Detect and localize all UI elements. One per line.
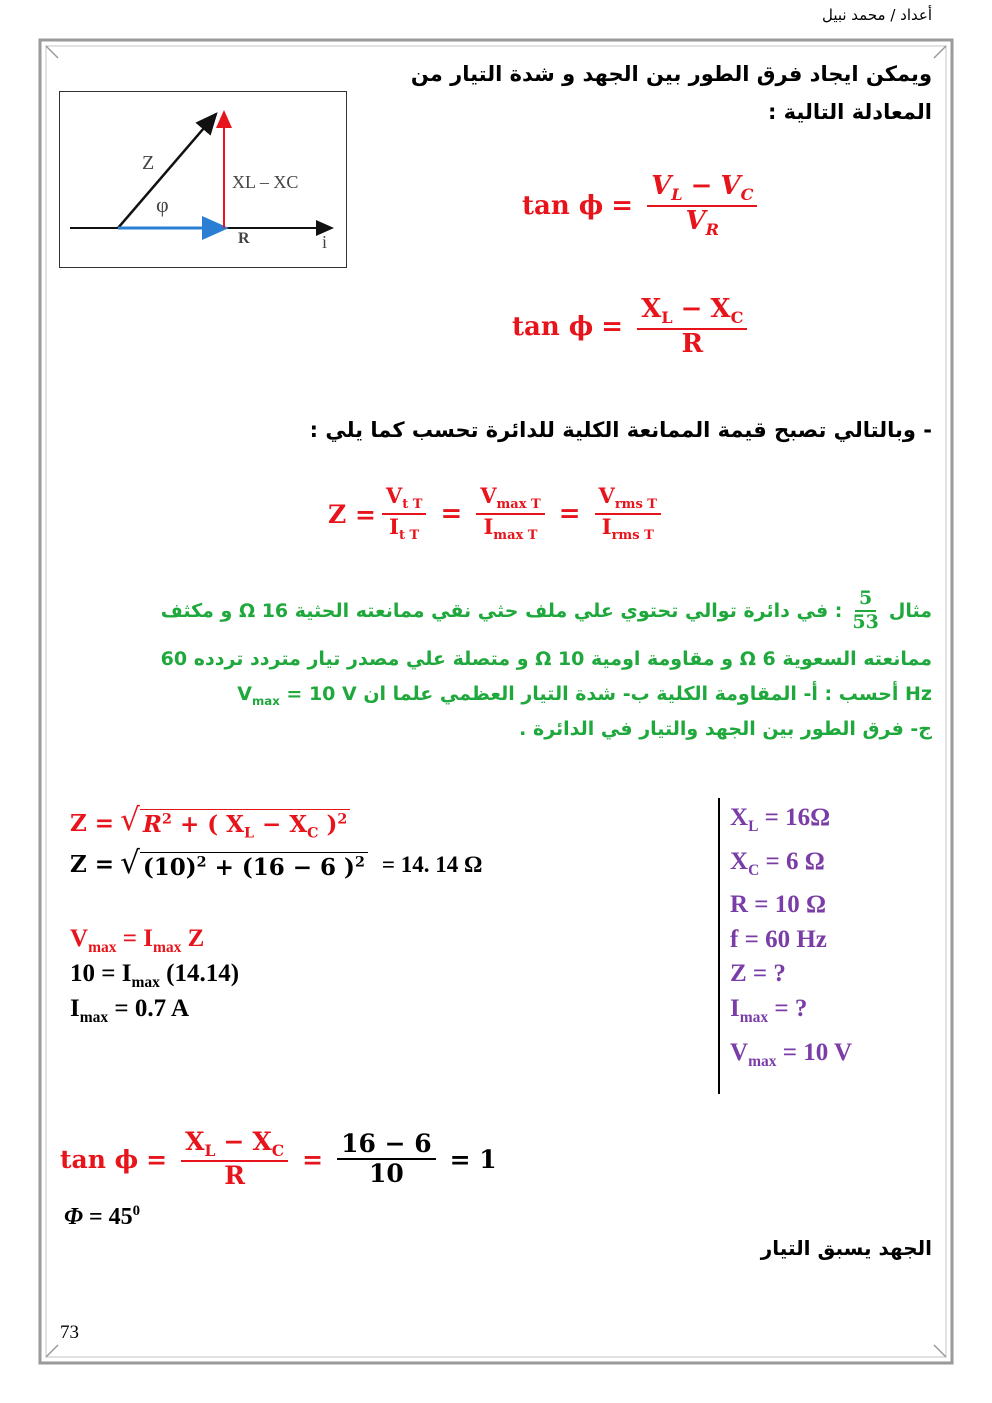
tan-calc-xb: X <box>252 1127 272 1156</box>
example-text-1: : في دائرة توالي تحتوي علي ملف حثي نقي ممانعته الحثية Ω 16 و مكثف <box>160 599 843 622</box>
tan-calc-frac-1 <box>181 1128 288 1191</box>
sol-v2-a: 10 = I <box>70 960 132 987</box>
sol-v3-a: I <box>70 995 80 1022</box>
sol-z1-minus: − X <box>262 811 308 838</box>
example-frac-den: 53 <box>852 610 879 633</box>
z-f2-num: V <box>480 483 497 508</box>
given-z: Z = ? <box>730 960 786 988</box>
sol-z1-l: L <box>243 825 254 842</box>
z-equals-2: = <box>558 499 581 530</box>
formula2-minus: − <box>680 294 703 324</box>
sol-z1-sup2: 2 <box>337 811 348 828</box>
givens-divider <box>718 798 720 1094</box>
label-z: Z <box>142 152 155 174</box>
tan-calc-den: R <box>224 1160 246 1190</box>
z-f2-num-sub: max T <box>496 497 541 513</box>
page-number: 73 <box>60 1322 79 1343</box>
solution-z-formula <box>70 802 350 842</box>
tan-calc-xb-sub: C <box>271 1141 285 1160</box>
z-frac-1 <box>382 484 427 544</box>
formula2-xa: X <box>641 294 662 324</box>
formula1-va-sub: L <box>671 185 683 205</box>
intro-line-2: المعادلة التالية : <box>767 100 932 124</box>
given-vmax: $V_{max} = 10$ V <box>730 1038 853 1070</box>
sol-z1-plus: + ( X <box>179 811 244 838</box>
sol-v2-sub: max <box>131 974 160 991</box>
example-frac-num: 5 <box>855 588 876 612</box>
example-label: مثال <box>888 599 932 622</box>
tan-calc-den2: 10 <box>368 1159 404 1189</box>
z-f3-num-sub: rms T <box>614 497 657 513</box>
phasor-diagram <box>59 91 347 268</box>
formula1-lhs: tan ϕ <box>522 190 604 221</box>
formula-tan-reactance <box>512 295 753 360</box>
sol-z1-r: R <box>142 811 162 838</box>
z-frac-3 <box>595 484 661 544</box>
formula1-vb: V <box>720 171 741 201</box>
formula1-fraction <box>647 172 757 239</box>
conclusion-text: الجهد يسبق التيار <box>760 1236 932 1260</box>
given-r: R = 10 Ω <box>730 891 827 919</box>
phase-sup: 0 <box>132 1203 141 1219</box>
sol-z1-close: ) <box>318 811 338 838</box>
solution-z-numeric <box>70 845 483 881</box>
formula-impedance <box>328 484 667 544</box>
sol-z2-sup: 2 <box>196 854 207 871</box>
solution-imax-result <box>70 995 189 1027</box>
given-xl: $X_L = 16\Omega$ <box>730 804 831 835</box>
formula1-minus: − <box>690 171 713 201</box>
sol-z2-mid: + (16 − 6 ) <box>206 854 355 881</box>
example-text-3: Hz أحسب : أ- المقاومة الكلية ب- شدة التيار العظمي علما ان V <box>237 683 932 705</box>
tan-calc-eq-1: = <box>146 1144 168 1174</box>
sol-v1-a: V <box>70 925 89 952</box>
sol-z2-inner: (10) <box>142 854 197 881</box>
z-lhs: Z = <box>328 499 376 529</box>
sol-z2-lhs: Z = <box>70 851 115 878</box>
label-r: R <box>238 230 250 247</box>
z-f3-den-sub: rms T <box>611 528 654 544</box>
sol-v3-b: = 0.7 A <box>108 995 190 1022</box>
formula1-va: V <box>651 171 672 201</box>
z-f1-num: V <box>385 483 403 508</box>
example-text-3-end: = 10 V <box>279 683 357 705</box>
tan-calc-lhs: tan ϕ <box>60 1144 139 1174</box>
tan-calc-eq-2: = <box>302 1144 324 1174</box>
sol-z1-c: C <box>307 825 319 842</box>
sol-z1-sup: 2 <box>162 811 172 828</box>
formula2-den: R <box>681 328 704 359</box>
given-f: f = 60 Hz <box>730 925 827 953</box>
label-xlxc: XL – XC <box>232 172 299 192</box>
z-frac-2 <box>476 484 544 544</box>
intro-line-1: ويمكن ايجاد فرق الطور بين الجهد و شدة التيار من <box>410 62 932 86</box>
tan-calculation <box>60 1128 505 1191</box>
sol-z2-result: = 14. 14 Ω <box>381 851 483 877</box>
given-imax: $I_{max}$ = ? <box>730 994 808 1026</box>
phase-symbol: Φ <box>64 1204 83 1230</box>
formula2-xb-sub: C <box>730 308 744 328</box>
z-f1-den: I <box>389 514 399 540</box>
formula2-xa-sub: L <box>661 308 673 328</box>
sol-z1-sqrt: √ $R^2$ + ( $X_L - X_C$ )$^2$ <box>120 805 350 842</box>
sol-v1-b-sub: max <box>152 939 182 956</box>
sol-v2-b: (14.14) <box>159 960 240 987</box>
z-f3-num: V <box>598 483 615 508</box>
sol-v1-c: Z <box>181 925 205 952</box>
header-author: أعداد / محمد نبيل <box>821 6 932 24</box>
formula2-equals: = <box>601 312 624 343</box>
sol-z2-sup2: 2 <box>354 854 365 871</box>
formula-tan-voltage <box>522 172 763 239</box>
formula2-lhs: tan ϕ <box>512 312 594 343</box>
given-xc: $X_C = 6$ Ω <box>730 847 825 879</box>
sol-v1-a-sub: max <box>88 939 117 956</box>
formula2-xb: X <box>710 294 731 324</box>
tan-calc-xa-sub: L <box>204 1141 216 1160</box>
tan-calc-minus: − <box>223 1127 245 1156</box>
sol-z2-sqrt: √ $(10)^2 + (16 - 6$ )$^2$ <box>120 848 368 881</box>
tan-calc-xa: X <box>185 1127 205 1156</box>
example-line-4: ج- فرق الطور بين الجهد والتيار في الدائرة . <box>519 718 932 740</box>
solution-vmax-formula <box>70 925 204 957</box>
z-f1-den-sub: t T <box>398 528 420 544</box>
formula2-fraction <box>637 295 747 360</box>
example-fraction <box>848 588 882 634</box>
tan-calc-num2: 16 − 6 <box>337 1130 436 1161</box>
phasor-svg <box>60 92 345 266</box>
sol-v1-b: = I <box>116 925 153 952</box>
givens-list <box>730 801 852 1079</box>
example-text-3-sub: max <box>252 693 280 708</box>
label-i: i <box>322 232 328 252</box>
z-f3-den: I <box>601 514 612 540</box>
z-equals-1: = <box>440 499 463 530</box>
z-f2-den-sub: max T <box>493 528 538 544</box>
example-line-1 <box>100 588 932 634</box>
z-f1-num-sub: t T <box>402 497 423 513</box>
example-line-3 <box>60 683 932 708</box>
tan-calc-frac-2 <box>337 1130 436 1190</box>
phase-value: = 45 <box>82 1204 133 1230</box>
sol-v3-sub: max <box>79 1009 109 1026</box>
example-line-2: ممانعته السعوية Ω 6 و مقاومة اومية Ω 10 و متصلة علي مصدر تيار متردد تردده 60 <box>160 648 932 670</box>
solution-vmax-numeric <box>70 960 239 992</box>
formula1-den: V <box>685 205 706 236</box>
label-phi: φ <box>156 192 169 217</box>
phase-result <box>64 1203 140 1231</box>
sol-z1-lhs: Z = <box>70 809 115 837</box>
formula1-equals: = <box>611 190 634 221</box>
formula1-den-sub: R <box>705 219 720 239</box>
impedance-sentence: - وبالتالي تصبح قيمة الممانعة الكلية للدائرة تحسب كما يلي : <box>309 418 932 442</box>
formula1-vb-sub: C <box>740 185 754 205</box>
z-f2-den: I <box>483 514 494 540</box>
tan-calc-result: = 1 <box>449 1144 497 1174</box>
